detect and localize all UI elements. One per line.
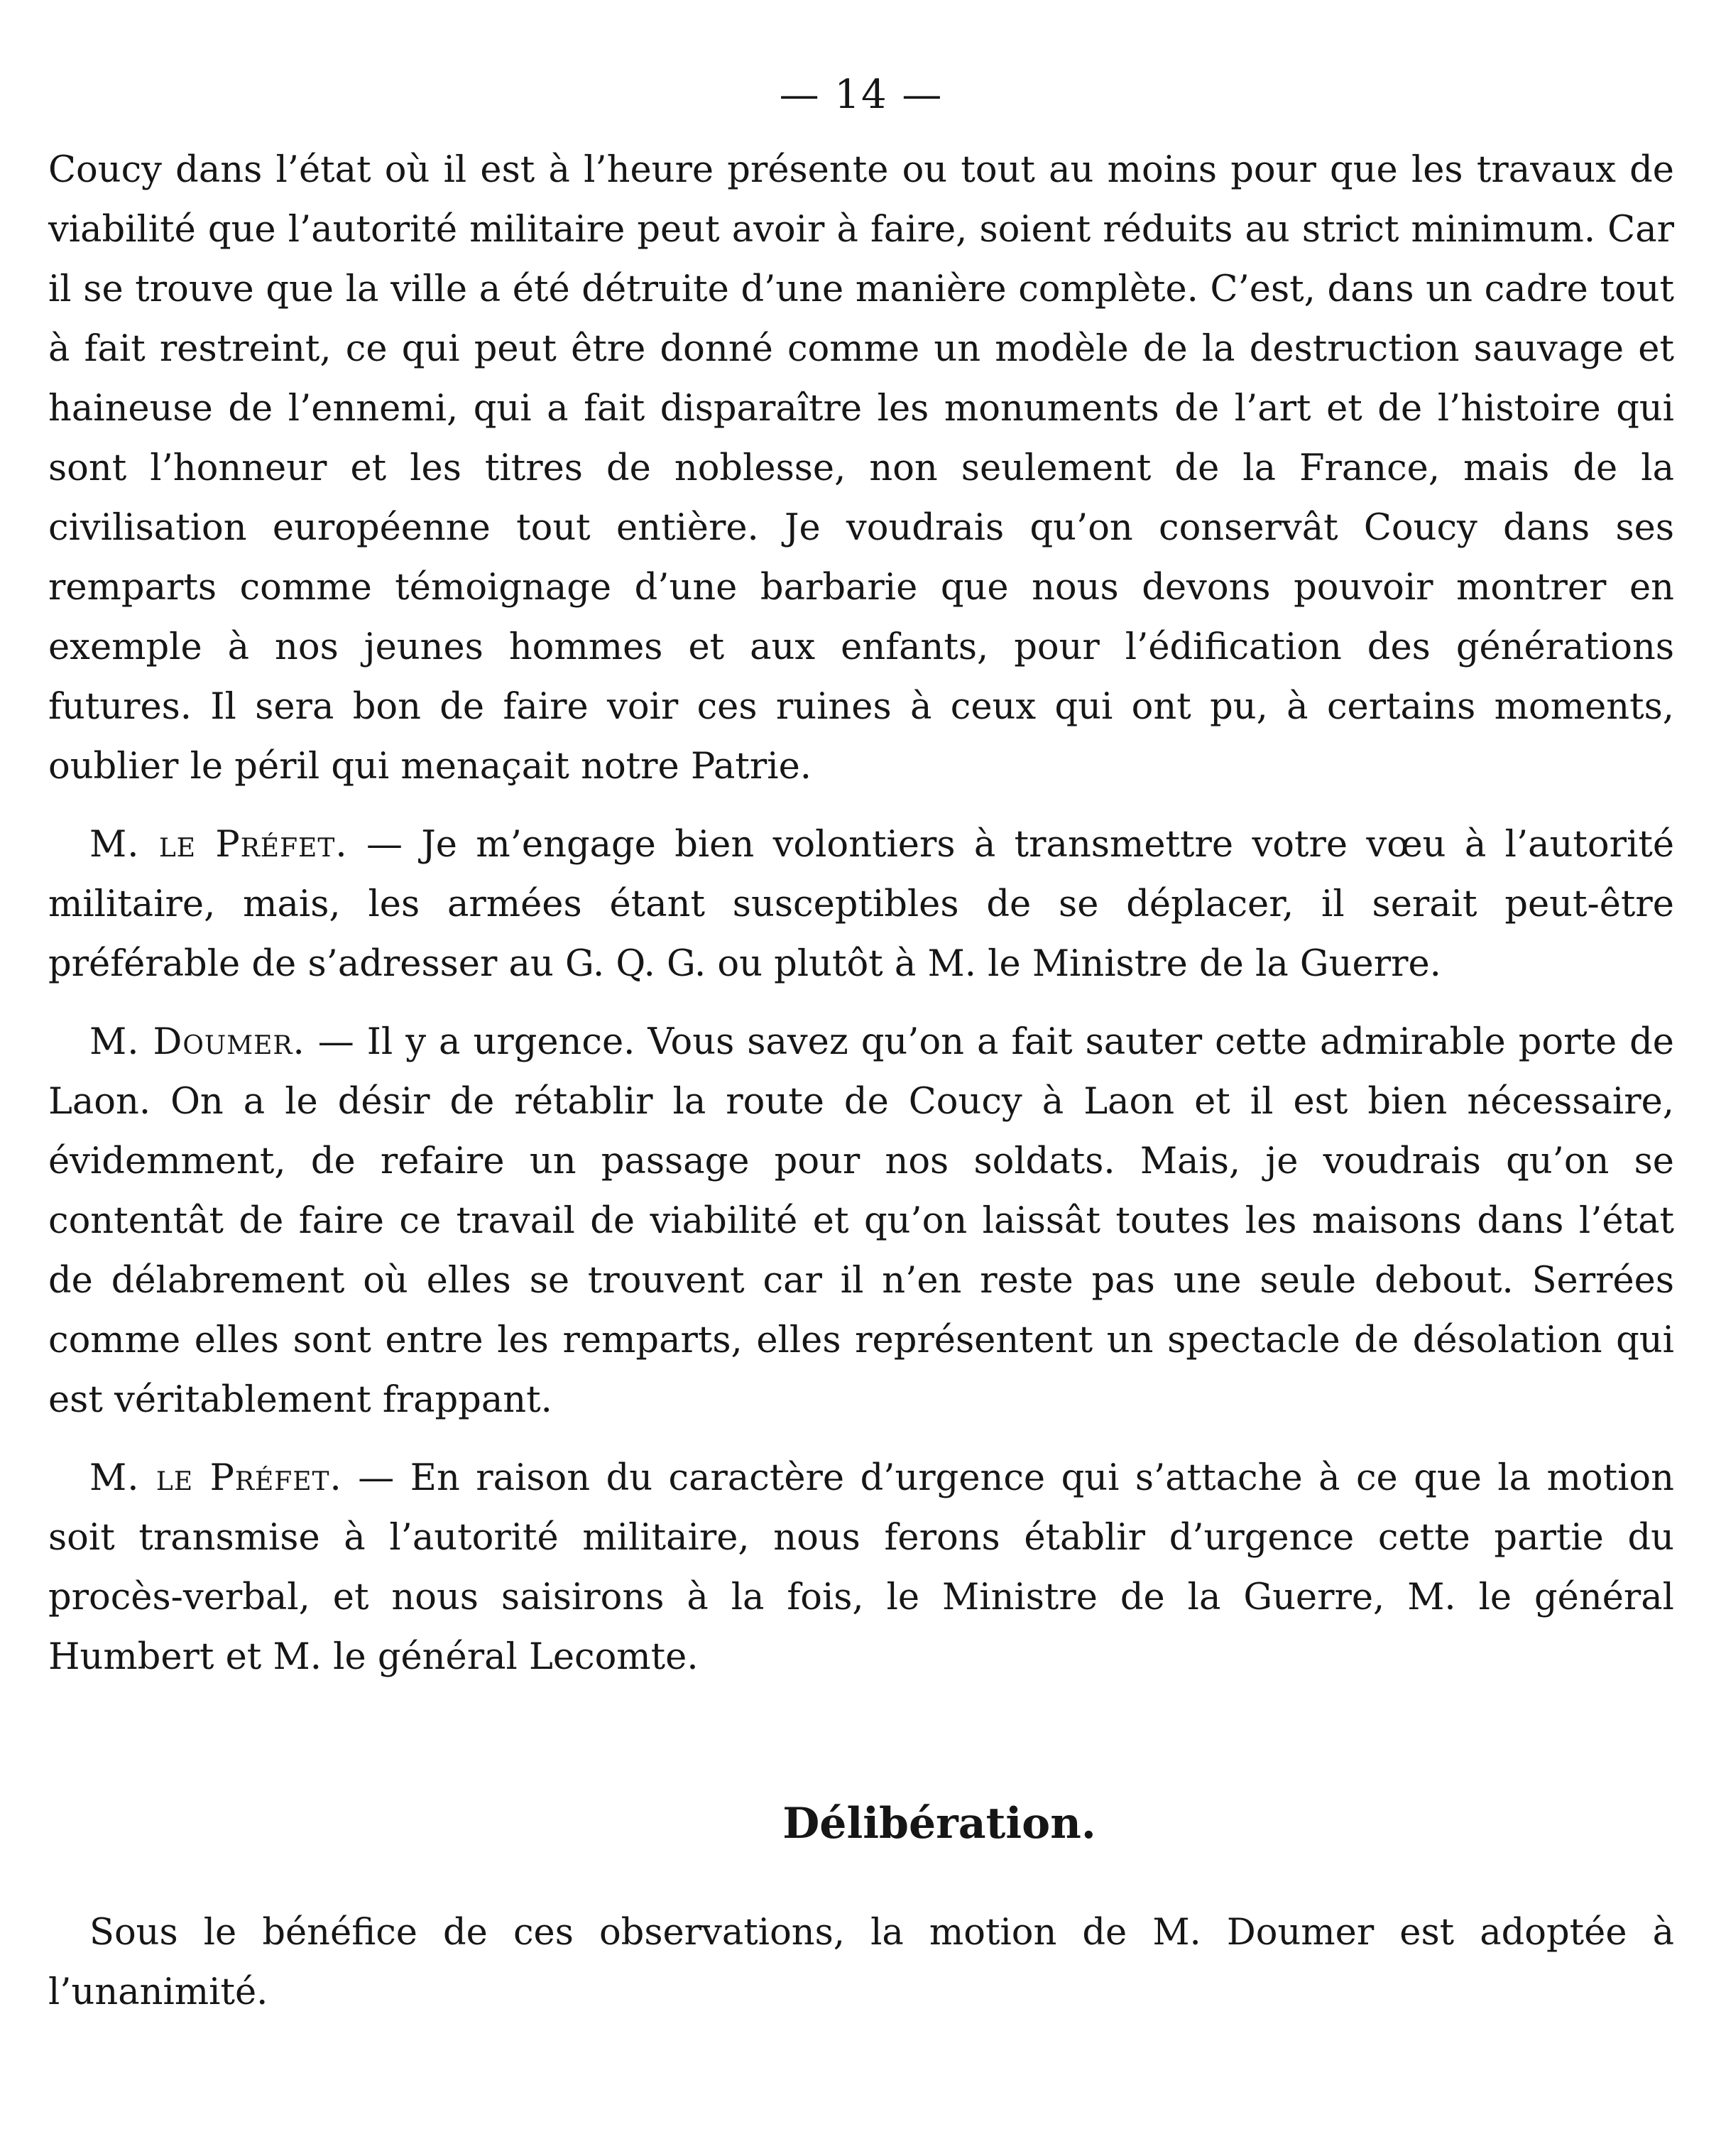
paragraph-prefet-2 [48,1449,1674,1687]
page-number: — 14 — [779,72,944,118]
paragraph-text: Coucy dans l’état où il est à l’heure présente ou tout au moins pour que les travaux de viabilité que l’autorité militaire peut avoir à faire, soient réduits au strict minimum. Car il se trouve que la ville a été détruite d’une manière complète. C’est, dans un cadre tout à fait restreint, ce qui peut être donné comme un modèle de la destruction sauvage et haineuse de l’ennemi, qui a fait disparaître les monuments de l’art et de l’histoire qui sont l’honneur et les titres de noblesse, non seulement de la France, mais de la civilisation européenne tout entière. Je voudrais qu’on conservât Coucy dans ses remparts comme témoignage d’une barbarie que nous devons pouvoir montrer en exemple à nos jeunes hommes et aux enfants, pour l’édification des générations futures. Il sera bon de faire voir ces ruines à ceux qui ont pu, à certains moments, oublier le péril qui menaçait notre Patrie. [48,149,1674,788]
paragraph-text: — Il y a urgence. Vous savez qu’on a fait sauter cette admirable porte de Laon. On a le désir de rétablir la route de Coucy à Laon et il est bien nécessaire, évidemment, de refaire un passage pour nos soldats. Mais, je voudrais qu’on se contentât de faire ce travail de viabilité et qu’on laissât toutes les maisons dans l’état de délabrement où elles se trouvent car il n’en reste pas une seule debout. Serrées comme elles sont entre les remparts, elles représentent un spectacle de désolation qui est véritablement frappant. [48,1021,1674,1421]
paragraph-text: — Je m’engage bien volontiers à transmettre votre vœu à l’autorité militaire, mais, les armées étant susceptibles de se déplacer, il serait peut-être préférable de s’adresser au G. Q. G. ou plutôt à M. le Ministre de la Guerre. [48,824,1675,985]
section-heading: Délibération. [782,1799,1096,1849]
paragraph-continuation [48,141,1674,797]
paragraph-conclusion [48,1903,1674,2022]
paragraph-text: — En raison du caractère d’urgence qui s’attache à ce que la motion soit transmise à l’autorité militaire, nous ferons établir d’urgence cette partie du procès-verbal, et nous saisirons à la fois, le Ministre de la Guerre, M. le général Humbert et M. le général Lecomte. [48,1457,1674,1678]
speaker-name: M. le Préfet. [89,824,348,866]
document-page [48,68,1674,2022]
paragraph-doumer [48,1013,1674,1430]
speaker-name: M. le Préfet. [89,1457,342,1499]
speaker-name: M. Doumer. [89,1021,305,1063]
paragraph-text: Sous le bénéfice de ces observations, la motion de M. Doumer est adoptée à l’unanimité. [48,1912,1674,2013]
paragraph-prefet-1 [48,815,1674,994]
